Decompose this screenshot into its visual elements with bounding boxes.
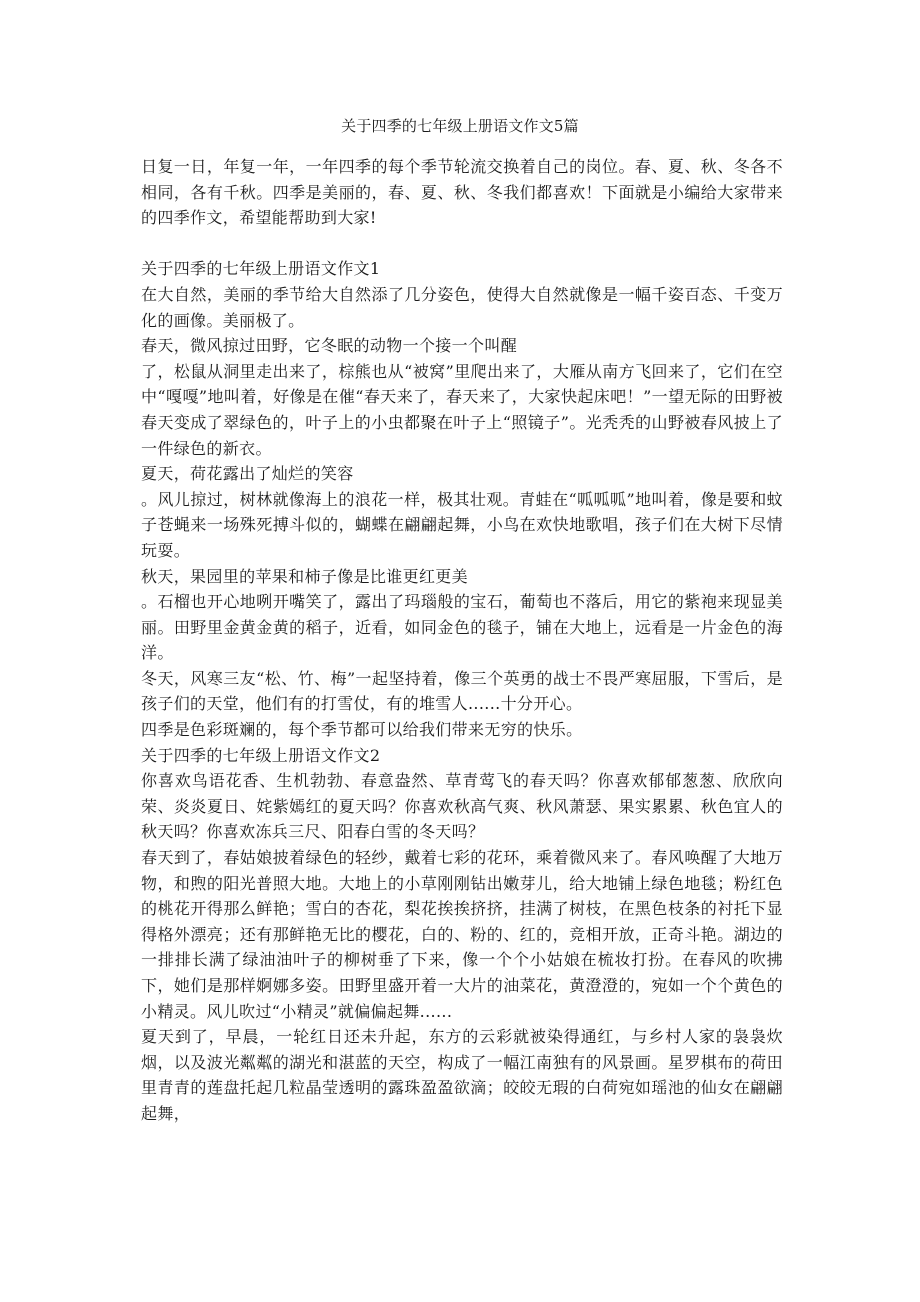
section-heading-1: 关于四季的七年级上册语文作文1: [141, 259, 381, 279]
paragraph: 秋天，果园里的苹果和柿子像是比谁更红更美: [141, 566, 469, 586]
paragraph: 。石榴也开心地咧开嘴笑了，露出了玛瑙般的宝石，葡萄也不落后，用它的紫袍来现显美丽。田野里金黄金黄的稻子，近看，如同金色的毯子，铺在大地上，远看是一片金色的海洋。: [141, 592, 783, 663]
blank-line: [141, 231, 783, 257]
paragraph: 。风儿掠过，树林就像海上的浪花一样，极其壮观。青蛙在“呱呱呱”地叫着，像是要和蚊子苍蝇来一场殊死搏斗似的，蝴蝶在翩翩起舞，小鸟在欢快地歌唱，孩子们在大树下尽情玩耍。: [141, 489, 783, 560]
paragraph: 冬天，风寒三友“松、竹、梅”一起坚持着，像三个英勇的战士不畏严寒屈服，下雪后，是孩子们的天堂，他们有的打雪仗，有的堆雪人......十分开心。: [141, 668, 783, 714]
paragraph: 春天到了，春姑娘披着绿色的轻纱，戴着七彩的花环，乘着微风来了。春风唤醒了大地万物，和煦的阳光普照大地。大地上的小草刚刚钻出嫩芽儿，给大地铺上绿色地毯；粉红色的桃花开得那么鲜艳；雪白的杏花，梨花挨挨挤挤，挂满了树枝，在黑色枝条的衬托下显得格外漂亮；还有那鲜艳无比的樱花，白的、粉的、红的，竞相开放，正奇斗艳。湖边的一排排长满了绿油油叶子的柳树垂了下来，像一个个小姑娘在梳妆打扮。在春风的吹拂下，她们是那样婀娜多姿。田野里盛开着一大片的油菜花，黄澄澄的，宛如一个个黄色的小精灵。风儿吹过“小精灵”就偏偏起舞......: [141, 848, 783, 1021]
section-heading-2: 关于四季的七年级上册语文作文2: [141, 745, 381, 765]
paragraph: 夏天，荷花露出了灿烂的笑容: [141, 464, 354, 484]
paragraph: 夏天到了，早晨，一轮红日还未升起，东方的云彩就被染得通红，与乡村人家的袅袅炊烟，以及波光粼粼的湖光和湛蓝的天空，构成了一幅江南独有的风景画。星罗棋布的荷田里青青的莲盘托起几粒晶莹透明的露珠盈盈欲滴；皎皎无瑕的白荷宛如瑶池的仙女在翩翩起舞，: [141, 1027, 783, 1123]
paragraph: 在大自然，美丽的季节给大自然添了几分姿色，使得大自然就像是一幅千姿百态、千变万化的画像。美丽极了。: [141, 284, 783, 330]
document-title: 关于四季的七年级上册语文作文5篇: [341, 117, 579, 135]
paragraph: 了，松鼠从洞里走出来了，棕熊也从“被窝”里爬出来了，大雁从南方飞回来了，它们在空中“嘎嘎”地叫着，好像是在催“春天来了，春天来了，大家快起床吧！”一望无际的田野被春天变成了翠绿色的，叶子上的小虫都聚在叶子上“照镜子”。光秃秃的山野被春风披上了一件绿色的新衣。: [141, 361, 783, 458]
paragraph: 春天，微风掠过田野，它冬眠的动物一个接一个叫醒: [141, 336, 518, 356]
intro-paragraph: 日复一日，年复一年，一年四季的每个季节轮流交换着自己的岗位。春、夏、秋、冬各不相同，各有千秋。四季是美丽的，春、夏、秋、冬我们都喜欢！下面就是小编给大家带来的四季作文，希望能帮助到大家!: [141, 157, 783, 228]
paragraph: 四季是色彩斑斓的，每个季节都可以给我们带来无穷的快乐。: [141, 720, 583, 740]
document-body: [141, 154, 783, 1127]
paragraph: 你喜欢鸟语花香、生机勃勃、春意盎然、草青莺飞的春天吗？你喜欢郁郁葱葱、欣欣向荣、炎炎夏日、姹紫嫣红的夏天吗？你喜欢秋高气爽、秋风萧瑟、果实累累、秋色宜人的秋天吗？你喜欢冻兵三尺、阳春白雪的冬天吗？: [141, 771, 783, 842]
